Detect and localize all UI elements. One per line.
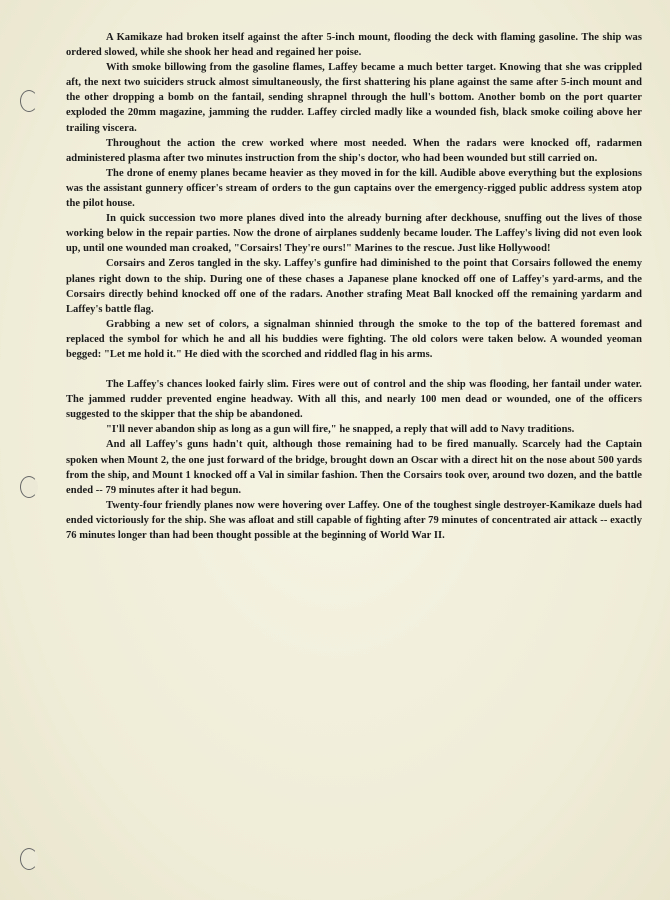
paragraph-never-abandon: "I'll never abandon ship as long as a gun will fire," he snapped, a reply that will add to Navy traditions. xyxy=(106,424,575,436)
paragraph-quick-succession: In quick succession two more planes dived into the already burning after deckhouse, snuffing out the lives of those working below in the repair parties. Now the drone of airplanes suddenly became louder. The Laffey's living did not even look up, until one wounded man croaked, "Corsairs! They're ours!" Marines to the rescue. Just like Hollywood! xyxy=(66,213,642,255)
paragraph-smoke-billowing: With smoke billowing from the gasoline flames, Laffey became a much better target. Knowing that she was crippled aft, the next two suiciders struck almost simultaneously, the first shattering his plane against the same after 5-inch mount and the other dropping a bomb on the fantail, sending shrapnel through the hull's bottom. Another bomb on the port quarter exploded the 20mm magazine, jamming the rudder. Laffey circled madly like a wounded fish, black smoke coiling above her trailing viscera. xyxy=(66,62,642,134)
paragraph-crew-worked: Throughout the action the crew worked where most needed. When the radars were knocked off, radarmen administered plasma after two minutes instruction from the ship's doctor, who had been wounded but still carried on. xyxy=(66,137,642,164)
document-body xyxy=(66,30,642,543)
paragraph-new-colors: Grabbing a new set of colors, a signalman shinnied through the smoke to the top of the battered foremast and replaced the symbol for which he and all his buddies were fighting. The old colors were taken below. A wounded yeoman begged: "Let me hold it." He died with the scorched and riddled flag in his arms. xyxy=(66,318,642,360)
paragraph-chances-slim: The Laffey's chances looked fairly slim. Fires were out of control and the ship was flooding, her fantail under water. The jammed rudder prevented engine headway. With all this, and nearly 100 men dead or wounded, one of the officers suggested to the skipper that the ship be abandoned. xyxy=(66,379,642,421)
paragraph-corsairs-zeros: Corsairs and Zeros tangled in the sky. Laffey's gunfire had diminished to the point that Corsairs followed the enemy planes right down to the ship. During one of these chases a Japanese plane knocked off one of Laffey's yard-arms, and the Corsairs directly behind knocked off one of the radars. Another strafing Meat Ball knocked off the remaining yardarm and Laffey's battle flag. xyxy=(66,258,642,315)
paragraph-drone-enemy: The drone of enemy planes became heavier as they moved in for the kill. Audible above everything but the explosions was the assistant gunnery officer's stream of orders to the gun captains over the emergency-rigged public address system atop the pilot house. xyxy=(66,167,642,210)
binder-hole-top xyxy=(20,90,38,112)
paragraph-kamikaze-mount: A Kamikaze had broken itself against the after 5-inch mount, flooding the deck with flaming gasoline. The ship was ordered slowed, while she shook her head and regained her poise. xyxy=(66,32,642,59)
binder-hole-bottom xyxy=(20,848,38,870)
binder-hole-middle xyxy=(20,476,38,498)
paragraph-guns-hadnt-quit: And all Laffey's guns hadn't quit, although those remaining had to be fired manually. Scarcely had the Captain spoken when Mount 2, the one just forward of the bridge, brought down an Oscar with a direct hit on the nose about 500 yards from the ship, and Mount 1 knocked off a Val in similar fashion. Then the Corsairs took over, around two dozen, and the battle ended -- 79 minutes after it had begun. xyxy=(66,439,642,496)
paragraph-twenty-four-planes: Twenty-four friendly planes now were hovering over Laffey. One of the toughest single destroyer-Kamikaze duels had ended victoriously for the ship. She was afloat and still capable of fighting after 79 minutes of concentrated air attack -- exactly 76 minutes longer than had been thought possible at the beginning of World War II. xyxy=(66,499,642,541)
